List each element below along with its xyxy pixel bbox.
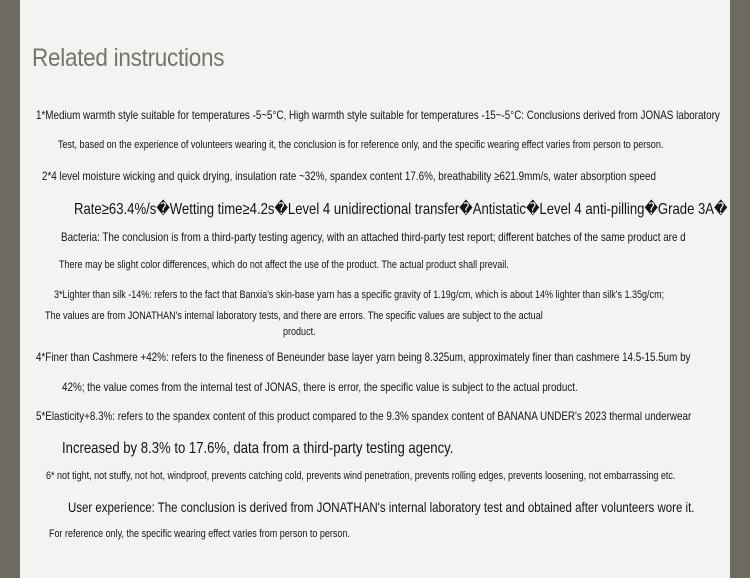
note-2-line-3: Bacteria: The conclusion is from a third-party testing agency, with an attached third-party test report; different batches of the same product are d <box>61 230 686 244</box>
note-3-line-3: product. <box>283 326 316 338</box>
instructions-panel <box>20 0 730 578</box>
note-1-line-2: Test, based on the experience of volunteers wearing it, the conclusion is for reference only, and the specific wearing effect varies from person to person. <box>58 139 664 151</box>
note-5-line-1: 5*Elasticity+8.3%: refers to the spandex content of this product compared to the 9.3% spandex content of BANANA UNDER's 2023 thermal underwear <box>36 409 692 423</box>
note-1-line-1: 1*Medium warmth style suitable for temperatures -5~5°C, High warmth style suitable for temperatures -15~-5°C: Conclusions derived from JONAS laboratory <box>36 108 720 122</box>
note-2-line-4: There may be slight color differences, which do not affect the use of the product. The actual product shall prevail. <box>59 259 509 271</box>
note-2-line-2: Rate≥63.4%/s�Wetting time≥4.2s�Level 4 unidirectional transfer�Antistatic�Level 4 anti-pilling�Grade 3A� <box>74 201 728 218</box>
note-2-line-1: 2*4 level moisture wicking and quick drying, insulation rate ~32%, spandex content 17.6%, breathability ≥621.9mm/s, water absorption speed <box>42 169 656 183</box>
note-4-line-1: 4*Finer than Cashmere +42%: refers to the fineness of Beneunder base layer yarn being 8.325um, approximately finer than cashmere 14.5-15.5um by <box>36 350 691 364</box>
note-6-line-2: User experience: The conclusion is derived from JONATHAN's internal laboratory test and obtained after volunteers wore it. <box>68 499 695 515</box>
note-6-line-3: For reference only, the specific wearing effect varies from person to person. <box>49 528 350 540</box>
note-3-line-1: 3*Lighter than silk -14%: refers to the fact that Banxia's skin-base yarn has a specific gravity of 1.19g/cm, which is about 14% lighter than silk's 1.35g/cm; <box>54 289 665 301</box>
note-3-line-2: The values are from JONATHAN's internal laboratory tests, and there are errors. The specific values are subject to the actual <box>45 310 543 322</box>
section-title: Related instructions <box>32 44 225 72</box>
note-4-line-2: 42%; the value comes from the internal test of JONAS, there is error, the specific value is subject to the actual product. <box>62 380 578 394</box>
note-5-line-2: Increased by 8.3% to 17.6%, data from a third-party testing agency. <box>62 440 454 457</box>
note-6-line-1: 6* not tight, not stuffy, not hot, windproof, prevents catching cold, prevents wind penetration, prevents rolling edges, prevents loosening, not embarrassing etc. <box>46 470 676 482</box>
